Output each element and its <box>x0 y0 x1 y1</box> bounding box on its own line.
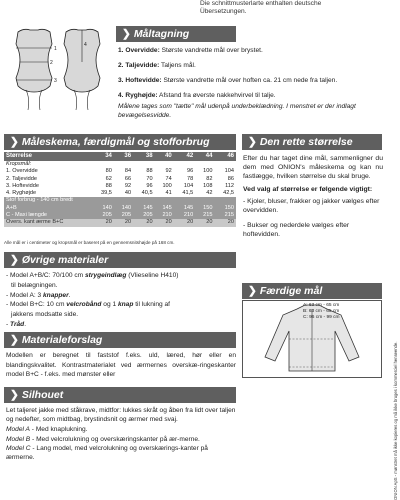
item-label: Ryghøjde: <box>125 92 158 99</box>
faerdige-heading <box>242 283 382 299</box>
ovrige-item <box>6 300 238 310</box>
table-cell: 92 <box>124 182 132 189</box>
ovrige-pre: - Model A+B/C: 70/100 cm <box>6 272 85 279</box>
table-cell: 86 <box>227 175 234 182</box>
side-credit <box>393 330 399 500</box>
ovrige-post: (Vlieseline H410) <box>126 272 179 279</box>
table-cell: 20 <box>133 219 154 226</box>
top-text-line2: Übersetzungen. <box>200 8 247 15</box>
item-number: 2. <box>118 62 124 69</box>
table-cell: 80 <box>105 168 112 175</box>
item-label: Taljevidde: <box>125 62 160 69</box>
item-label: Overvidde: <box>125 47 160 54</box>
chevron-right-icon: ❯ <box>10 136 19 148</box>
table-cell: 20 <box>195 219 214 226</box>
svg-text:4: 4 <box>84 42 87 48</box>
table-cell: 112 <box>225 182 234 189</box>
subheader-cell: Kropsmål: <box>6 161 32 167</box>
table-cell: 39,5 <box>101 190 112 197</box>
ovrige-post: . <box>24 320 27 328</box>
table-cell: 145 <box>133 205 154 212</box>
table-cell: 20 <box>114 219 133 226</box>
table-cell: 2. Taljevidde <box>6 175 37 182</box>
top-continuation-text <box>200 0 390 16</box>
jacket-diagram-box <box>242 300 382 378</box>
body-measurement-figures <box>4 26 108 126</box>
table-row <box>4 212 236 219</box>
table-cell: 88 <box>105 182 112 189</box>
maltagning-item-3 <box>118 76 388 85</box>
silhouet-model-a <box>6 425 236 434</box>
chevron-right-icon: ❯ <box>122 28 131 40</box>
table-subheader-row <box>4 161 236 168</box>
ovrige-em: velcrobånd <box>66 301 102 309</box>
materiale-title: Materialeforslag <box>21 334 103 346</box>
chevron-right-icon: ❯ <box>10 389 19 401</box>
model-b-label: Model B <box>6 435 31 443</box>
item-text: Afstand fra øverste nakkehvirvel til talje. <box>157 92 276 99</box>
maleskema-title: Måleskema, færdigmål og stofforbrug <box>21 136 210 148</box>
rette-body <box>243 154 383 239</box>
table-row <box>4 183 236 190</box>
ovrige-pre: - Model B+C: 10 cm <box>6 301 67 309</box>
rette-paragraph-2: Ved valg af størrelse er følgende vigtigt: <box>243 186 373 193</box>
chevron-right-icon: ❯ <box>248 285 257 297</box>
svg-text:3: 3 <box>54 78 57 84</box>
header-cell: 40 <box>155 152 174 161</box>
table-cell: 20 <box>155 219 174 226</box>
ovrige-item <box>6 281 238 291</box>
rette-paragraph-1: Efter du har taget dine mål, sammenligner du dem med ONION's måleskema og kan nu fastlægge, hvilken størrelse du skal bruge. <box>243 155 383 180</box>
table-cell: 205 <box>133 212 154 219</box>
table-cell: 74 <box>165 175 172 182</box>
table-cell: 82 <box>206 175 213 182</box>
table-cell: 92 <box>165 168 172 175</box>
silhouet-intro: Let taljeret jakke med ståkrave, midtfor: lukkes skråt og åben fra lidt over taljen og nedefter, som midtbag, brystindsnit og ærmer med svaj. <box>6 407 236 424</box>
table-cell: 150 <box>195 205 214 212</box>
header-cell: 46 <box>214 152 236 161</box>
ovrige-pre: - <box>6 320 11 328</box>
table-cell: 20 <box>174 219 195 226</box>
ovrige-title: Øvrige materialer <box>21 254 109 266</box>
table-cell: 215 <box>195 212 214 219</box>
table-cell: 205 <box>92 212 113 219</box>
ovrige-em: Tråd <box>10 320 25 328</box>
ovrige-em: knapper <box>43 291 69 299</box>
table-cell: 66 <box>124 175 132 182</box>
ovrige-heading <box>4 252 236 268</box>
table-cell: 104 <box>183 182 194 189</box>
rette-bullet-1: - Kjoler, bluser, frakker og jakker vælges efter overvidden. <box>243 198 380 214</box>
item-number: 1. <box>118 47 124 54</box>
ovrige-item <box>6 310 238 320</box>
table-cell: C - Maxi længde <box>4 212 92 219</box>
model-a-text: - Med knaplukning. <box>29 426 88 434</box>
item-label: Hoftevidde: <box>125 77 162 84</box>
materiale-heading <box>4 332 236 348</box>
ovrige-post: . <box>68 291 71 299</box>
table-cell: 42 <box>206 190 213 197</box>
table-row <box>4 205 236 212</box>
table-row <box>4 176 236 183</box>
table-cell: 210 <box>155 212 174 219</box>
table-cell: 62 <box>105 175 112 182</box>
table-cell: 215 <box>214 212 236 219</box>
faerdige-b: B: 63 cm - 65 cm <box>303 309 340 314</box>
silhouet-heading <box>4 387 236 403</box>
rette-heading <box>242 134 382 150</box>
table-header-row <box>4 152 236 161</box>
svg-text:2: 2 <box>50 60 53 66</box>
table-cell: 108 <box>203 182 213 189</box>
table-row <box>4 168 236 175</box>
table-stof-label-row <box>4 197 236 204</box>
table-cell: 140 <box>92 205 113 212</box>
table-cell: 4. Ryghøjde <box>6 190 37 197</box>
silhouet-title: Silhouet <box>21 389 64 401</box>
table-cell: 145 <box>155 205 174 212</box>
rette-bullet-2: - Bukser og nederdele vælges efter hoftevidden. <box>243 222 350 238</box>
table-cell: 100 <box>203 168 213 175</box>
table-cell: 41 <box>165 190 172 197</box>
ovrige-list <box>6 271 238 330</box>
ovrige-em-2: knap <box>117 301 134 309</box>
side-credit-text: ONION ApS - mønstret må ikke kopieres og må ikke bruges i kommerciel henseende. <box>393 341 398 500</box>
table-cell: 1. Overvidde <box>6 168 38 175</box>
header-cell: 34 <box>92 152 113 161</box>
table-cell: 104 <box>224 168 234 175</box>
table-cell: 41,5 <box>182 190 194 197</box>
model-b-text: - Med velcrolukning og overskæringskanter på ær-merne. <box>30 435 200 443</box>
maltagning-note: Målene tages som "tætte" mål udenpå underbeklædning. I menstret er der indlagt bevægelsesvidde. <box>118 103 356 119</box>
ovrige-em: strygeindlæg <box>84 272 127 279</box>
model-a-label: Model A <box>6 426 30 434</box>
table-cell: 20 <box>214 219 236 226</box>
table-cell: 42,5 <box>223 190 234 197</box>
silhouet-body <box>6 406 236 462</box>
silhouet-model-c <box>6 444 236 462</box>
chevron-right-icon: ❯ <box>10 334 19 346</box>
ovrige-item <box>6 320 238 330</box>
maltagning-item-4 <box>118 91 388 100</box>
table-cell: 100 <box>162 182 172 189</box>
model-c-text: - Lang model, med velcrolukning og overskærings-kanter på ærmerne. <box>6 444 208 462</box>
silhouet-model-b <box>6 435 236 444</box>
table-row <box>4 190 236 197</box>
model-c-label: Model C <box>6 444 31 452</box>
table-cell: 150 <box>214 205 236 212</box>
chevron-right-icon: ❯ <box>248 136 257 148</box>
maltagning-list <box>118 46 388 120</box>
stof-label-cell: Stof forbrug - 140 cm bredt <box>4 197 236 204</box>
item-number: 4. <box>118 92 124 99</box>
ovrige-post: og 1 <box>101 301 118 309</box>
measurement-table <box>4 152 236 227</box>
table-cell: 3. Hoftevidde <box>6 182 39 189</box>
table-cell: 205 <box>114 212 133 219</box>
ovrige-pre: jakkens modsatte side. <box>11 311 79 319</box>
top-text-line1: Die schnittmusterlarte enthalten deutsche <box>200 0 322 7</box>
table-row <box>4 219 236 226</box>
table-cell: 40 <box>124 190 132 197</box>
svg-text:1: 1 <box>54 46 57 52</box>
maltagning-title: Måltagning <box>133 28 190 40</box>
maleskema-heading <box>4 134 236 150</box>
maltagning-item-1 <box>118 46 388 55</box>
table-footnote: Alle mål er i centimeter og kropsmål er baseret på en gennemsnitshøjde på 168 cm. <box>4 240 175 245</box>
table-cell: 78 <box>187 175 194 182</box>
table-cell: 40,5 <box>141 190 153 197</box>
materiale-text: Modellen er beregnet til faststof f.eks. uld, læred, hør eller en blandingskvalitet. Kontrastmaterialet ved ærmernes overskæ-ringeskanter model B+C - f.eks. med mønster eller <box>6 352 236 379</box>
ovrige-pre: til belægningen. <box>11 281 58 289</box>
item-text: Taljens mål. <box>159 62 196 69</box>
chevron-right-icon: ❯ <box>10 254 19 266</box>
maltagning-heading <box>116 26 236 42</box>
item-text: Største vandrette mål over hoften ca. 21 cm nede fra taljen. <box>161 77 338 84</box>
header-cell: Størrelse <box>4 152 92 161</box>
table-cell: 96 <box>187 168 194 175</box>
header-cell: 36 <box>114 152 133 161</box>
faerdige-labels <box>303 303 340 321</box>
ovrige-pre: - Model A: 3 <box>6 291 44 299</box>
item-text: Største vandrette mål over brystet. <box>159 47 263 54</box>
ovrige-post-2: til lukning af <box>133 301 171 309</box>
ovrige-item <box>6 291 238 301</box>
table-cell: 96 <box>146 182 153 189</box>
faerdige-a: A: 63 cm - 65 cm <box>303 303 340 308</box>
item-number: 3. <box>118 77 124 84</box>
table-cell: 20 <box>92 219 113 226</box>
header-cell: 38 <box>133 152 154 161</box>
body-figure-illustration <box>4 26 108 126</box>
table-cell: 145 <box>174 205 195 212</box>
table-cell: 88 <box>146 168 153 175</box>
table-cell: 70 <box>146 175 153 182</box>
ovrige-item <box>6 271 238 281</box>
rette-title: Den rette størrelse <box>259 136 353 148</box>
table-cell: 84 <box>124 168 132 175</box>
table-cell: 210 <box>174 212 195 219</box>
header-cell: 42 <box>174 152 195 161</box>
table-cell: Overs. kant ærme B+C <box>4 219 92 226</box>
maltagning-item-2 <box>118 61 388 70</box>
table-cell: A+B <box>4 205 92 212</box>
faerdige-c: C: 96 cm - 99 cm <box>303 315 340 320</box>
header-cell: 44 <box>195 152 214 161</box>
table-cell: 140 <box>114 205 133 212</box>
faerdige-title: Færdige mål <box>259 285 323 297</box>
